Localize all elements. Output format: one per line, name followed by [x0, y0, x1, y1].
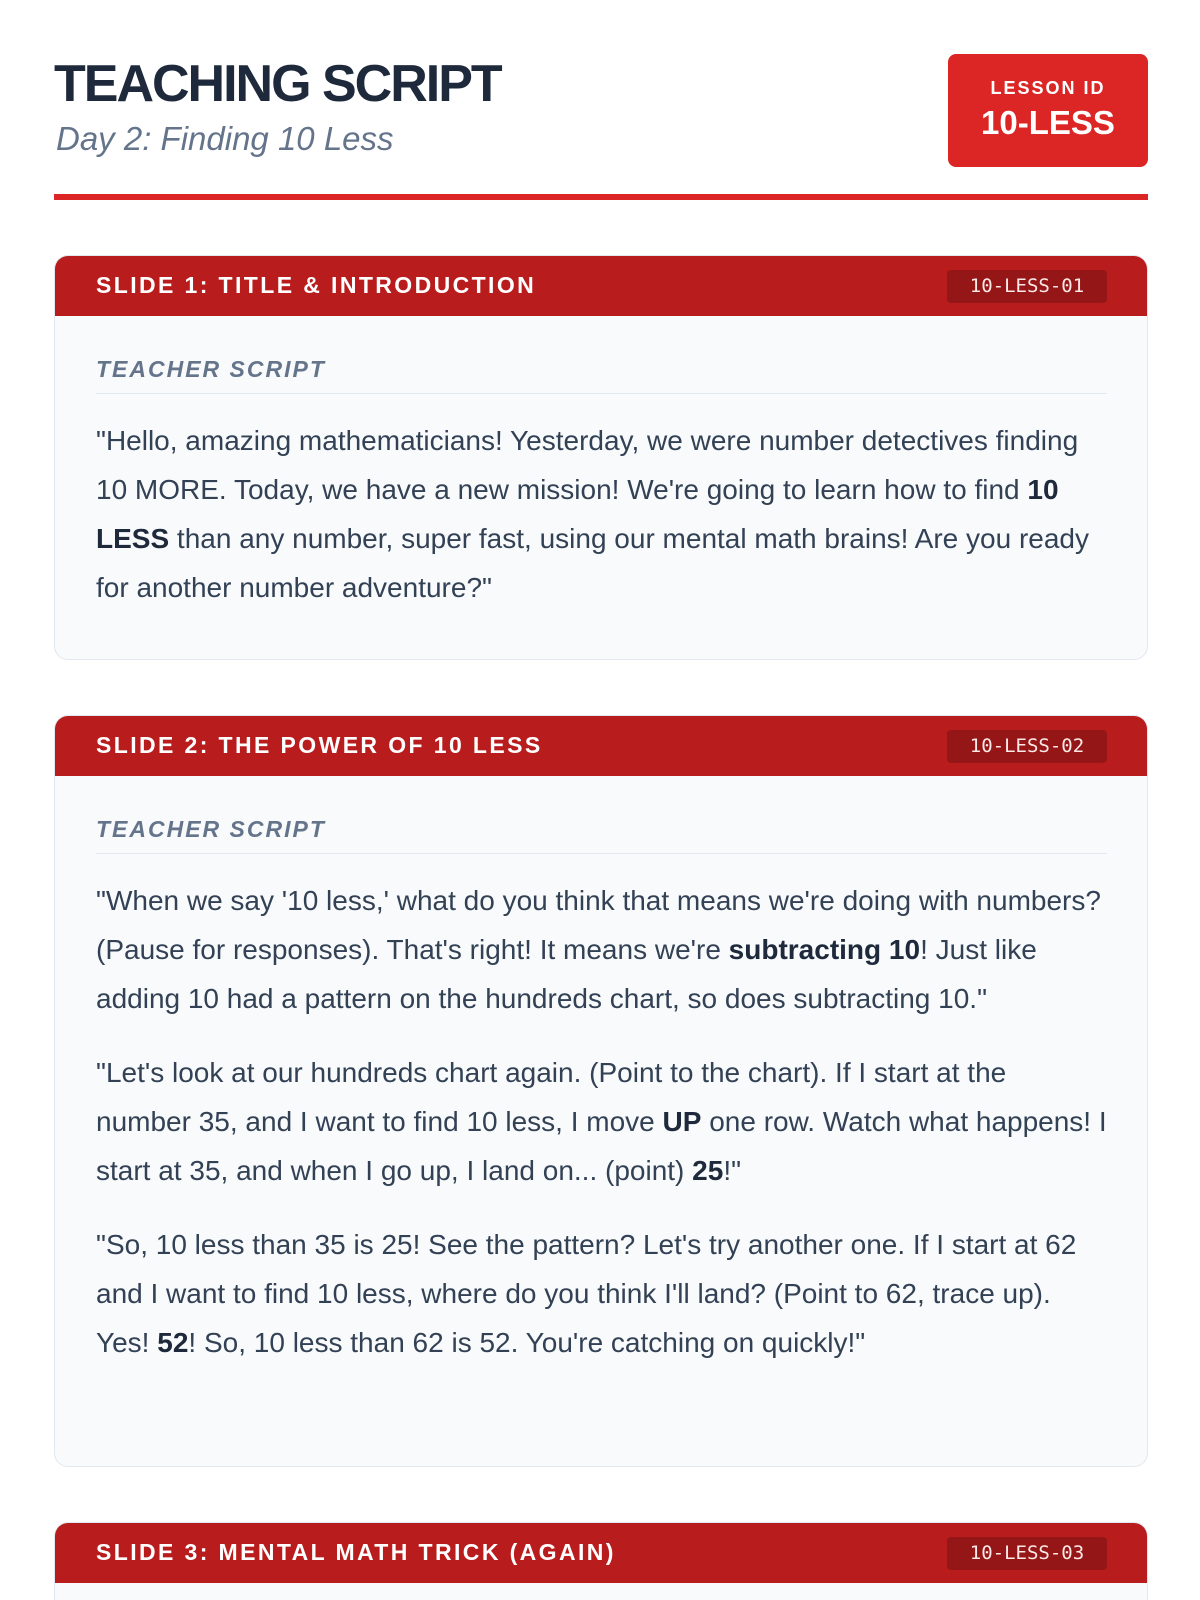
script-text-run: "Let's look at our hundreds chart again. (Point to the chart). If I start at the number 35, and I want to find 10 less, I move: [96, 1057, 1007, 1137]
slide-header: [55, 716, 1147, 776]
lesson-id-value: 10-LESS: [981, 104, 1115, 141]
lesson-id-label: LESSON ID: [990, 78, 1106, 98]
slide-card-1: [54, 255, 1148, 660]
slide-body: [55, 358, 1147, 612]
emphasis-text: UP: [662, 1106, 702, 1137]
script-text-run: !": [723, 1155, 742, 1186]
emphasis-text: subtracting 10: [728, 934, 921, 965]
script-text-run: ! Just like adding 10 had a pattern on the hundreds chart, so does subtracting 10.": [96, 934, 1037, 1014]
slide-card-2: [54, 715, 1148, 1467]
slide-code-badge: 10-LESS-02: [947, 730, 1107, 763]
lesson-id-badge: [948, 54, 1148, 167]
script-paragraph: [96, 1048, 1107, 1195]
teacher-script-label: TEACHER SCRIPT: [96, 818, 1107, 854]
script-paragraph: [96, 876, 1107, 1023]
emphasis-text: 25: [692, 1155, 724, 1186]
header-divider: [54, 194, 1148, 200]
script-text-run: than any number, super fast, using our mental math brains! Are you ready for another number adventure?": [96, 523, 1089, 603]
slide-code-badge: 10-LESS-01: [947, 270, 1107, 303]
page-header: [54, 54, 1148, 200]
slide-header: [55, 1523, 1147, 1583]
slide-title: SLIDE 1: TITLE & INTRODUCTION: [96, 272, 537, 298]
emphasis-text: 10 LESS: [96, 474, 1059, 554]
slide-code-badge: 10-LESS-03: [947, 1537, 1107, 1570]
script-paragraph: [96, 416, 1107, 612]
teacher-script-label: TEACHER SCRIPT: [96, 358, 1107, 394]
script-paragraph: [96, 1220, 1107, 1367]
emphasis-text: 52: [157, 1327, 189, 1358]
page-subtitle: Day 2: Finding 10 Less: [56, 120, 394, 157]
slide-body: [55, 818, 1147, 1367]
script-text-run: "Hello, amazing mathematicians! Yesterday, we were number detectives finding 10 MORE. Today, we have a new mission! We're going to learn how to find: [96, 425, 1079, 505]
slide-header: [55, 256, 1147, 316]
script-text-run: "So, 10 less than 35 is 25! See the pattern? Let's try another one. If I start at 62 and I want to find 10 less, where do you think I'll land? (Point to 62, trace up). Yes!: [96, 1229, 1077, 1358]
script-text-run: one row. Watch what happens! I start at 35, and when I go up, I land on... (point): [96, 1106, 1107, 1186]
slide-title: SLIDE 3: MENTAL MATH TRICK (AGAIN): [96, 1539, 616, 1565]
slide-title: SLIDE 2: THE POWER OF 10 LESS: [96, 732, 543, 758]
script-text-run: ! So, 10 less than 62 is 52. You're catching on quickly!": [188, 1327, 866, 1358]
script-text-run: "When we say '10 less,' what do you think that means we're doing with numbers? (Pause for responses). That's right! It means we're: [96, 885, 1101, 965]
page-title: TEACHING SCRIPT: [54, 55, 501, 113]
slide-card-3: [54, 1522, 1148, 1600]
